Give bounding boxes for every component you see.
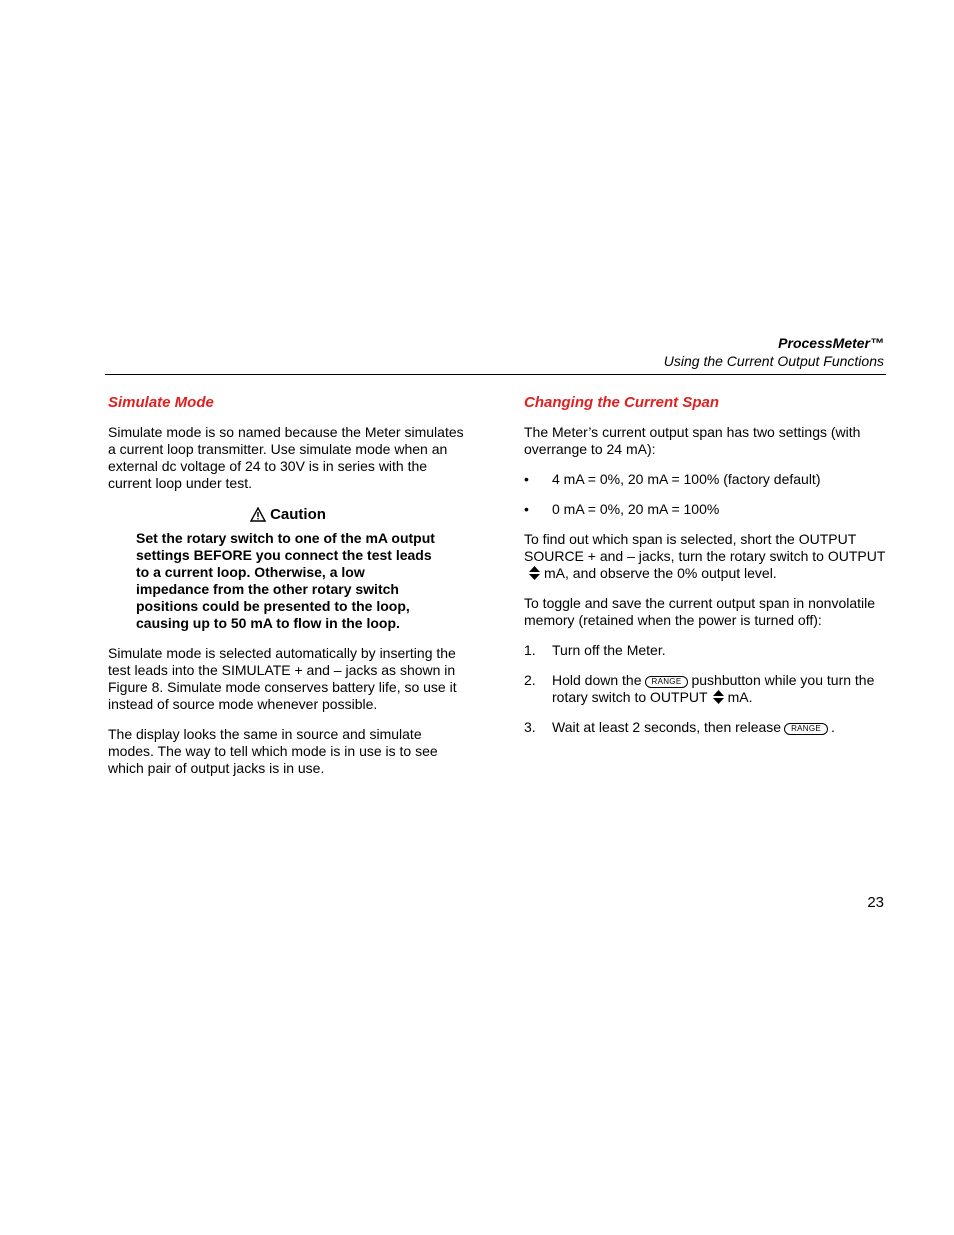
simulate-paragraph-3: The display looks the same in source and simulate modes. The way to tell which mode is in use is to see which pair of output jacks is in use. xyxy=(108,726,438,776)
step-item xyxy=(524,642,886,659)
step-item xyxy=(524,719,886,736)
warning-triangle-icon xyxy=(250,507,266,522)
step-text xyxy=(552,719,886,736)
step-number: 2. xyxy=(524,672,536,688)
right-column xyxy=(524,392,886,749)
page-number: 23 xyxy=(867,894,884,911)
caution-body: Set the rotary switch to one of the mA output settings BEFORE you connect the test leads to a current loop. Otherwise, a low impedance from the other rotary switch positions could be presented to the loop, causing up to 50 mA to flow in the loop. xyxy=(136,530,435,631)
simulate-paragraph-2: Simulate mode is selected automatically by inserting the test leads into the SIMULATE + and – jacks as shown in Figure 8. Simulate mode conserves battery life, so use it instead of source mode whenever possible. xyxy=(108,645,457,712)
step-text-before: Hold down the xyxy=(552,672,642,688)
step-text xyxy=(552,672,886,706)
section-heading-current-span: Changing the Current Span xyxy=(524,394,719,411)
step-item xyxy=(524,672,886,706)
find-span-text-after: mA, and observe the 0% output level. xyxy=(544,565,777,581)
bullet-marker: • xyxy=(524,471,529,487)
step-number: 1. xyxy=(524,642,536,658)
span-intro-paragraph: The Meter’s current output span has two settings (with overrange to 24 mA): xyxy=(524,424,861,457)
list-item xyxy=(524,471,886,488)
running-header-title: ProcessMeter™ xyxy=(778,335,884,351)
step-text-after: . xyxy=(831,719,835,735)
step-text: Turn off the Meter. xyxy=(552,642,666,658)
caution-label: Caution xyxy=(270,506,326,523)
simulate-intro-paragraph: Simulate mode is so named because the Meter simulates a current loop transmitter. Use simulate mode when an external dc voltage of 24 to 30V is in series with the current loop under test. xyxy=(108,424,464,491)
range-key-icon: RANGE xyxy=(784,723,828,735)
step-number: 3. xyxy=(524,719,536,735)
step-text-middle: pushbutton while you turn the rotary switch to OUTPUT xyxy=(552,672,875,705)
toggle-intro-paragraph: To toggle and save the current output span in nonvolatile memory (retained when the power is turned off): xyxy=(524,595,876,628)
range-key-icon: RANGE xyxy=(645,676,689,688)
find-span-text-before: To find out which span is selected, short the OUTPUT SOURCE + and – jacks, turn the rotary switch to OUTPUT xyxy=(524,531,886,564)
header-rule xyxy=(105,374,886,375)
list-item xyxy=(524,501,886,518)
running-header-subtitle: Using the Current Output Functions xyxy=(663,353,884,369)
bullet-text: 4 mA = 0%, 20 mA = 100% (factory default) xyxy=(552,471,821,487)
up-down-arrows-icon xyxy=(529,566,540,580)
bullet-text: 0 mA = 0%, 20 mA = 100% xyxy=(552,501,720,517)
find-span-paragraph xyxy=(524,531,886,582)
section-heading-simulate-mode: Simulate Mode xyxy=(108,394,214,411)
left-column xyxy=(108,392,468,790)
step-text-before: Wait at least 2 seconds, then release xyxy=(552,719,782,735)
bullet-marker: • xyxy=(524,501,529,517)
step-text-after: mA. xyxy=(727,689,753,705)
up-down-arrows-icon xyxy=(713,690,724,704)
caution-heading xyxy=(108,505,468,525)
